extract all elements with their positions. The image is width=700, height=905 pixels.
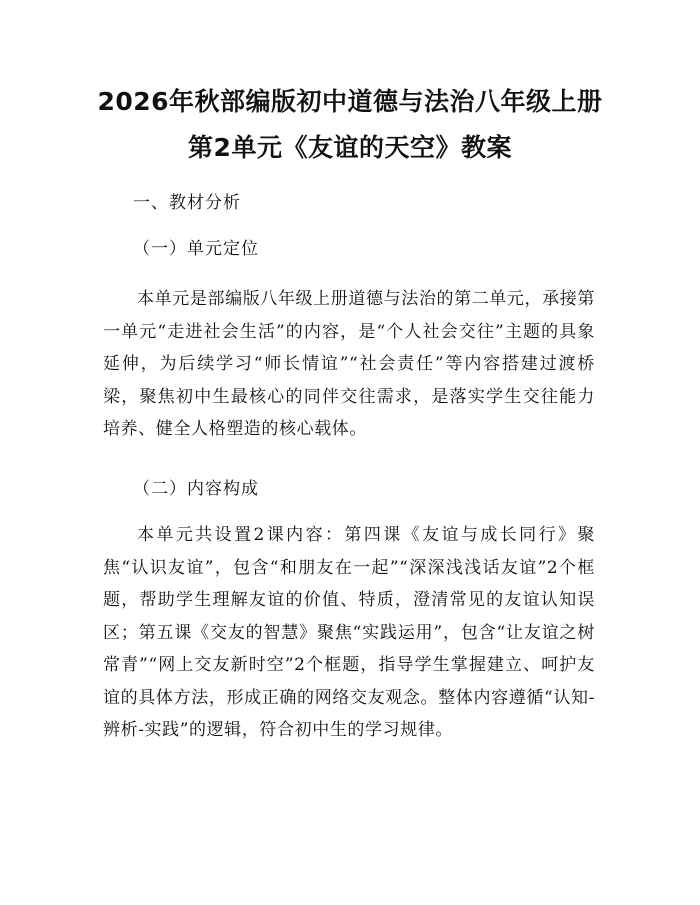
paragraph-content-composition: 本单元共设置2课内容：第四课《友谊与成长同行》聚焦“认识友谊”，包含“和朋友在一起”“深深浅浅话友谊”2个框题，帮助学生理解友谊的价值、特质，澄清常见的友谊认知误区；第五课《交友的智慧》聚焦“实践运用”，包含“让友谊之树常青”“网上交友新时空”2个框题，指导学生掌握建立、呵护友谊的具体方法，形成正确的网络交友观念。整体内容遵循“认知-辨析-实践”的逻辑，符合初中生的学习规律。 (103, 525, 595, 740)
section-heading-teaching-material-analysis: 一、教材分析 (133, 193, 241, 213)
document-title-line-1: 2026年秋部编版初中道德与法治八年级上册 (97, 87, 603, 116)
subsection-heading-content-composition: （二）内容构成 (133, 479, 259, 499)
paragraph-unit-positioning: 本单元是部编版八年级上册道德与法治的第二单元，承接第一单元“走进社会生活”的内容，是“个人社会交往”主题的具象延伸，为后续学习“师长情谊”“社会责任”等内容搭建过渡桥梁，聚焦初中生最核心的同伴交往需求，是落实学生交往能力培养、健全人格塑造的核心载体。 (103, 289, 595, 439)
subsection-heading-unit-positioning: （一）单元定位 (133, 239, 259, 259)
document-title-line-2: 第2单元《友谊的天空》教案 (188, 133, 512, 162)
